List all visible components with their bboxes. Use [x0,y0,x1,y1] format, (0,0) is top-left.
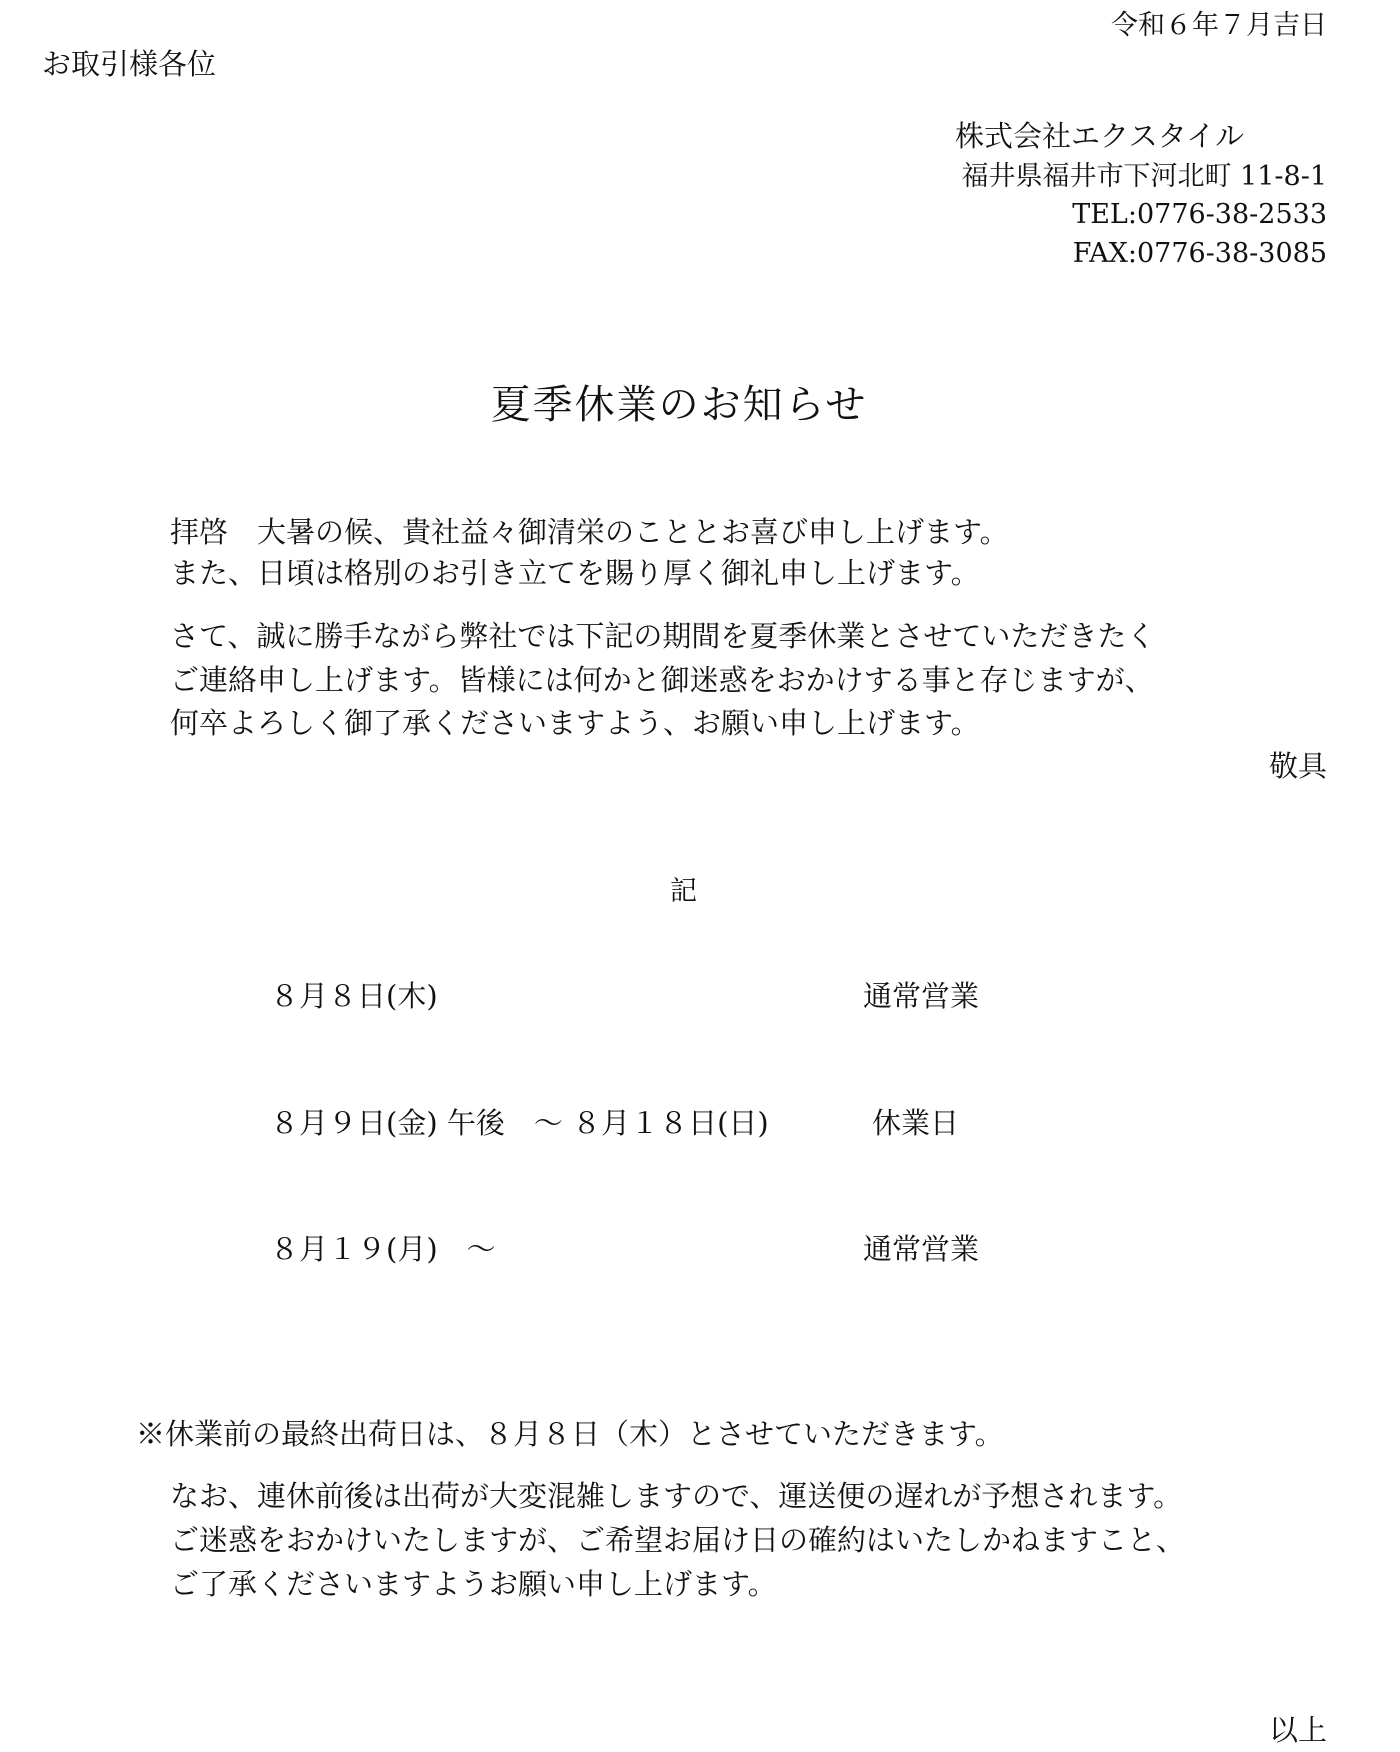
schedule-status: 通常営業 [863,979,980,1013]
note-line-3: ご了承くださいますようお願い申し上げます。 [170,1567,777,1601]
body-line-1: さて、誠に勝手ながら弊社では下記の期間を夏季休業とさせていただきたく [170,619,1156,653]
page-title: 夏季休業のお知らせ [490,382,868,428]
schedule-date: ８月８日(木) [270,979,438,1013]
closing-keigu: 敬具 [1268,749,1327,783]
ki-heading: 記 [670,876,697,907]
greeting-line-1: 拝啓 大暑の候、貴社益々御清栄のこととお喜び申し上げます。 [170,515,1009,549]
document-date: 令和６年７月吉日 [1111,10,1327,41]
note-line-1: なお、連休前後は出荷が大変混雑しますので、運送便の遅れが予想されます。 [170,1479,1183,1513]
schedule-date: ８月９日(金) 午後 ～ ８月１８日(日) [270,1106,769,1140]
schedule-status: 休業日 [872,1106,960,1140]
greeting-line-2: また、日頃は格別のお引き立てを賜り厚く御礼申し上げます。 [170,556,980,590]
recipient: お取引様各位 [42,47,217,81]
schedule-date: ８月１９(月) ～ [270,1232,496,1266]
note-line-2: ご迷惑をおかけいたしますが、ご希望お届け日の確約はいたしかねますこと、 [170,1523,1186,1557]
company-address: 福井県福井市下河北町 11-8-1 [961,161,1327,192]
company-fax: FAX:0776-38-3085 [1072,238,1327,269]
ending-ijou: 以上 [1268,1713,1327,1747]
schedule-status: 通常営業 [863,1232,980,1266]
company-tel: TEL:0776-38-2533 [1072,199,1327,230]
body-line-3: 何卒よろしく御了承くださいますよう、お願い申し上げます。 [170,706,980,740]
company-name: 株式会社エクスタイル [955,119,1245,153]
shipping-note: ※休業前の最終出荷日は、８月８日（木）とさせていただきます。 [136,1417,1004,1451]
body-line-2: ご連絡申し上げます。皆様には何かと御迷惑をおかけする事と存じますが、 [170,663,1154,697]
